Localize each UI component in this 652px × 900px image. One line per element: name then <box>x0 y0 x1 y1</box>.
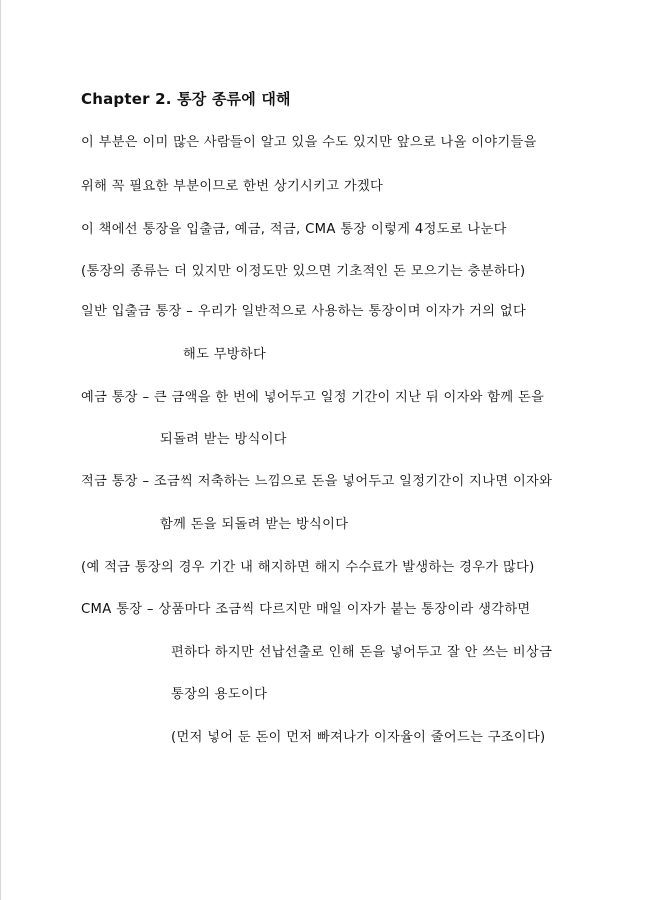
body-line: 이 책에선 통장을 입출금, 예금, 적금, CMA 통장 이렇게 4정도로 나눈다 <box>81 222 507 237</box>
body-line: (통장의 종류는 더 있지만 이정도만 있으면 기초적인 돈 모으기는 충분하다) <box>81 264 526 279</box>
body-line: 통장의 용도이다 <box>171 687 268 702</box>
body-line: 되돌려 받는 방식이다 <box>160 432 287 447</box>
body-line: 적금 통장 – 조금씩 저축하는 느낌으로 돈을 넣어두고 일정기간이 지나면 이자와 <box>81 474 553 489</box>
body-line: 일반 입출금 통장 – 우리가 일반적으로 사용하는 통장이며 이자가 거의 없다 <box>81 304 527 319</box>
body-line: 이 부분은 이미 많은 사람들이 알고 있을 수도 있지만 앞으로 나올 이야기들을 <box>81 135 537 150</box>
body-line: 예금 통장 – 큰 금액을 한 번에 넣어두고 일정 기간이 지난 뒤 이자와 함께 돈을 <box>81 390 545 405</box>
body-line: (예 적금 통장의 경우 기간 내 해지하면 해지 수수료가 발생하는 경우가 많다) <box>81 560 535 575</box>
chapter-title: Chapter 2. 통장 종류에 대해 <box>81 90 291 108</box>
body-line: 함께 돈을 되돌려 받는 방식이다 <box>160 517 349 532</box>
body-line: 편하다 하지만 선납선출로 인해 돈을 넣어두고 잘 안 쓰는 비상금 <box>171 645 553 660</box>
body-line: (먼저 넣어 둔 돈이 먼저 빠져나가 이자율이 줄어드는 구조이다) <box>171 730 546 745</box>
body-line: 위해 꼭 필요한 부분이므로 한번 상기시키고 가겠다 <box>81 179 384 194</box>
body-line: 해도 무방하다 <box>183 347 267 362</box>
body-line: CMA 통장 – 상품마다 조금씩 다르지만 매일 이자가 붙는 통장이라 생각하면 <box>81 602 531 617</box>
